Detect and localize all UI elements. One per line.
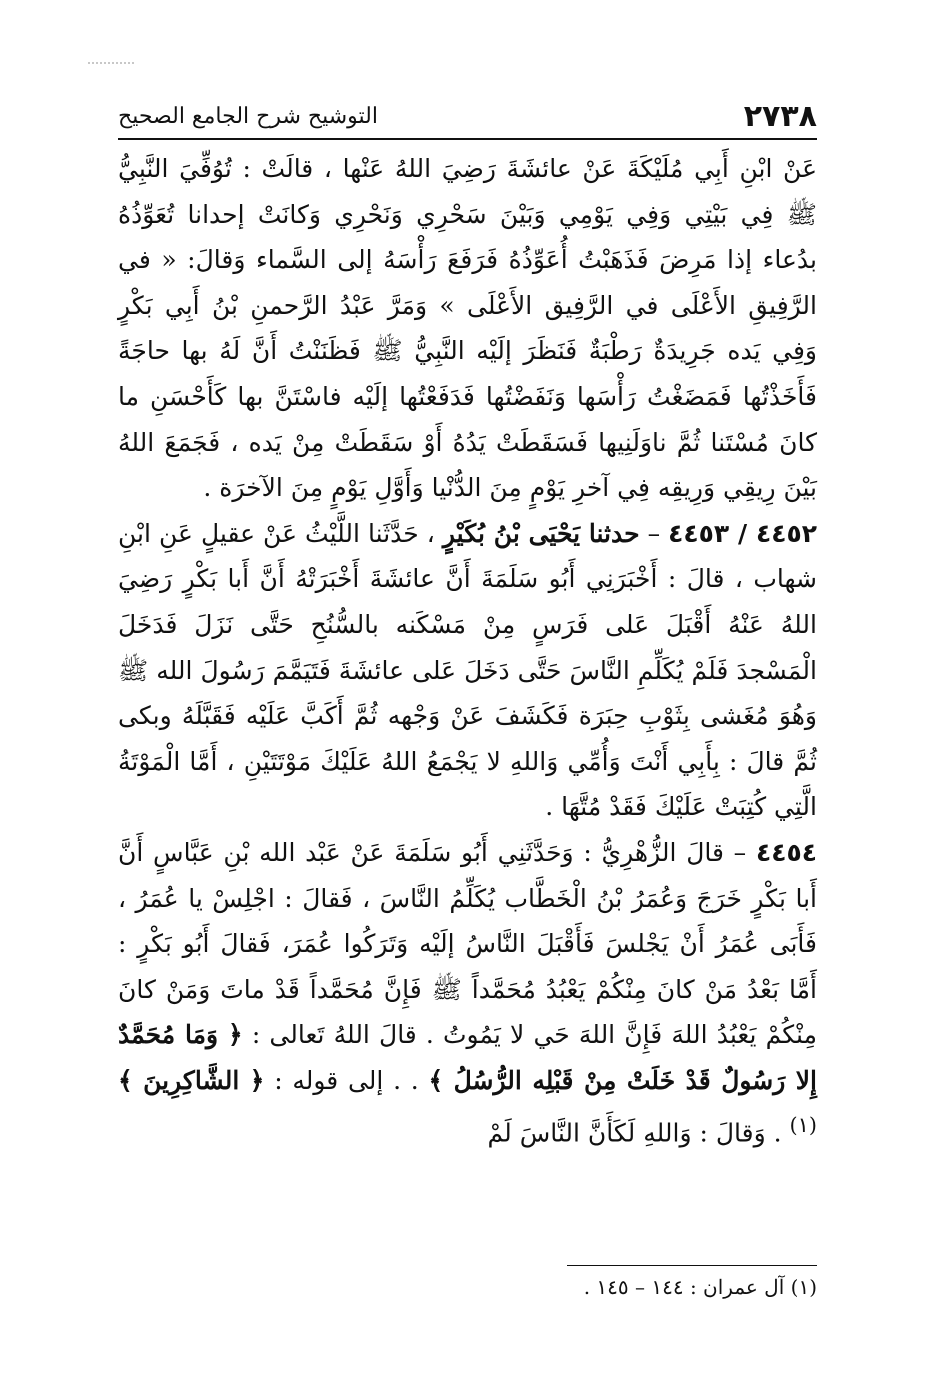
paragraph-3-text: – قالَ الزُّهْرِيُّ : وَحَدَّثَنِي أَبُو سَلَمَةَ عَنْ عَبْد الله بْنِ عَبَّاسٍ أَنَّ أَبا بَكْرٍ خَرَجَ وَعُمَرُ بْنُ الْخَطَّاب يُكَلِّمُ النَّاسَ ، فَقالَ : اجْلِسْ يا عُمَرُ ، فَأَبَى عُمَرُ أَنْ يَجْلسَ فَأَقْبَلَ النَّاسُ إلَيْه وَتَرَكُوا عُمَرَ، فَقالَ أَبُو بَكْرٍ : أَمَّا بَعْدُ مَنْ كانَ مِنْكُمْ يَعْبُدُ مُحَمَّداً ﷺ فَإِنَّ مُحَمَّداً قَدْ ماتَ وَمَنْ كانَ مِنْكُمْ يَعْبُدُ اللهَ فَإِنَّ اللهَ حَي لا يَمُوتُ . قالَ اللهُ تَعالى : [118,837,817,1050]
header-rule [118,138,817,140]
page-number: ٢٧٣٨ [743,99,817,134]
footnote: (١) آل عمران : ١٤٤ – ١٤٥ . [583,1275,817,1299]
hadith-number-4452-4453: ٤٤٥٢ / ٤٤٥٣ [668,518,817,548]
narrator-chain: حدثنا يَحْيَى بْنُ بُكَيْرٍ [442,518,640,548]
quran-verse-1: ﴿ وَمَا مُحَمَّدٌ إِلا رَسُولٌ قَدْ خَلَتْ مِنْ قَبْلِه الرُّسُلُ ﴾ [118,1020,818,1095]
paragraph-3-mid: . . إلى قوله : [274,1065,419,1095]
paragraph-1-text: عَنْ ابْنِ أَبِي مُلَيْكَةَ عَنْ عائشَةَ رَضِيَ اللهُ عَنْها ، قالَتْ : تُوُفِّيَ النَّبِيُّ ﷺ فِي بَيْتِي وَفِي يَوْمِي وَبَيْنَ سَحْرِي وَنَحْرِي وَكانَتْ إحدانا تُعَوِّذُهُ بدُعاء إذا مَرِضَ فَذَهَبْتُ أُعَوِّذُهُ فَرَفَعَ رَأْسَهُ إلى السَّماء وَقالَ: « في الرَّفِيقِ الأَعْلَى في الرَّفِيق الأَعْلَى » وَمَرَّ عَبْدُ الرَّحمنِ بْنُ أَبِي بَكْرٍ وَفِي يَده جَرِيدَةٌ رَطْبَةٌ فَنَظَرَ إلَيْه النَّبِيُّ ﷺ فَظَنَنْتُ أَنَّ لَهُ بها حاجَةً فَأَخَذْتُها فَمَضَغْتُ رَأْسَها وَنَفَضْتُها فَدَفَعْتُها إلَيْه فاسْتَنَّ بها كَأَحْسَنِ ما كانَ مُسْتَنا ثُمَّ ناوَلَنِيها فَسَقَطَتْ يَدُهُ أَوْ سَقَطَتْ مِنْ يَده ، فَجَمَعَ اللهُ بَيْنَ رِيقِي وَرِيقِه فِي آخرِ يَوْمٍ مِنَ الدُّنْيا وَأَوَّلِ يَوْمٍ مِنَ الآخرَة . [118,154,817,503]
body-text [118,146,817,1156]
hadith-number-4454: ٤٤٥٤ [755,837,817,867]
running-title: التوشيح شرح الجامع الصحيح [118,104,378,129]
paragraph-2-text: ، حَدَّثَنا اللَّيْثُ عَنْ عقيلٍ عَنِ ابْنِ شهاب ، قالَ : أَخْبَرَنِي أَبُو سَلَمَةَ أَنَّ عائشَةَ أَخْبَرَتْهُ أَنَّ أَبا بَكْرٍ رَضِيَ اللهُ عَنْهُ أَقْبَلَ عَلى فَرَسٍ مِنْ مَسْكَنه بالسُّنُحِ حَتَّى نَزَلَ فَدَخَلَ الْمَسْجدَ فَلَمْ يُكَلِّمِ النَّاسَ حَتَّى دَخَلَ عَلى عائشَةَ فَتَيَمَّمَ رَسُولَ الله ﷺ وَهُوَ مُغَشى بِثَوْبِ حِبَرَة فَكَشَفَ عَنْ وَجْهه ثُمَّ أَكَبَّ عَلَيْه فَقَبَّلَهُ وبكى ثُمَّ قالَ : بِأَبِي أَنْتَ وَأُمِّي وَاللهِ لا يَجْمَعُ اللهُ عَلَيْكَ مَوْتَتَيْنِ ، أَمَّا الْمَوْتَةُ الَّتِي كُتِبَتْ عَلَيْكَ فَقَدْ مُتَّهَا . [118,518,817,822]
scan-corner-mark [88,62,134,64]
paragraph-2: ٤٤٥٢ / ٤٤٥٣ – حدثنا يَحْيَى بْنُ بُكَيْرٍ ، حَدَّثَنا اللَّيْثُ عَنْ عقيلٍ عَنِ ابْنِ شهاب ، قالَ : أَخْبَرَنِي أَبُو سَلَمَةَ أَنَّ عائشَةَ أَخْبَرَتْهُ أَنَّ أَبا بَكْرٍ رَضِيَ اللهُ عَنْهُ أَقْبَلَ عَلى فَرَسٍ مِنْ مَسْكَنه بالسُّنُحِ حَتَّى نَزَلَ فَدَخَلَ الْمَسْجدَ فَلَمْ يُكَلِّمِ النَّاسَ حَتَّى دَخَلَ عَلى عائشَةَ فَتَيَمَّمَ رَسُولَ الله ﷺ وَهُوَ مُغَشى بِثَوْبِ حِبَرَة فَكَشَفَ عَنْ وَجْهه ثُمَّ أَكَبَّ عَلَيْه فَقَبَّلَهُ وبكى ثُمَّ قالَ : بِأَبِي أَنْتَ وَأُمِّي وَاللهِ لا يَجْمَعُ اللهُ عَلَيْكَ مَوْتَتَيْنِ ، أَمَّا الْمَوْتَةُ الَّتِي كُتِبَتْ عَلَيْكَ فَقَدْ مُتَّهَا . [118,518,817,822]
footnote-reference: (١) [789,1113,817,1138]
paragraph-1 [118,146,817,511]
paragraph-3-end: . وَقالَ : وَاللهِ لَكَأَنَّ النَّاسَ لَمْ [487,1118,782,1148]
quran-verse-2: ﴿ الشَّاكِرِينَ ﴾ [118,1065,265,1095]
paragraph-3 [118,830,817,1156]
footnote-rule [567,1265,817,1266]
page-header [118,88,817,132]
